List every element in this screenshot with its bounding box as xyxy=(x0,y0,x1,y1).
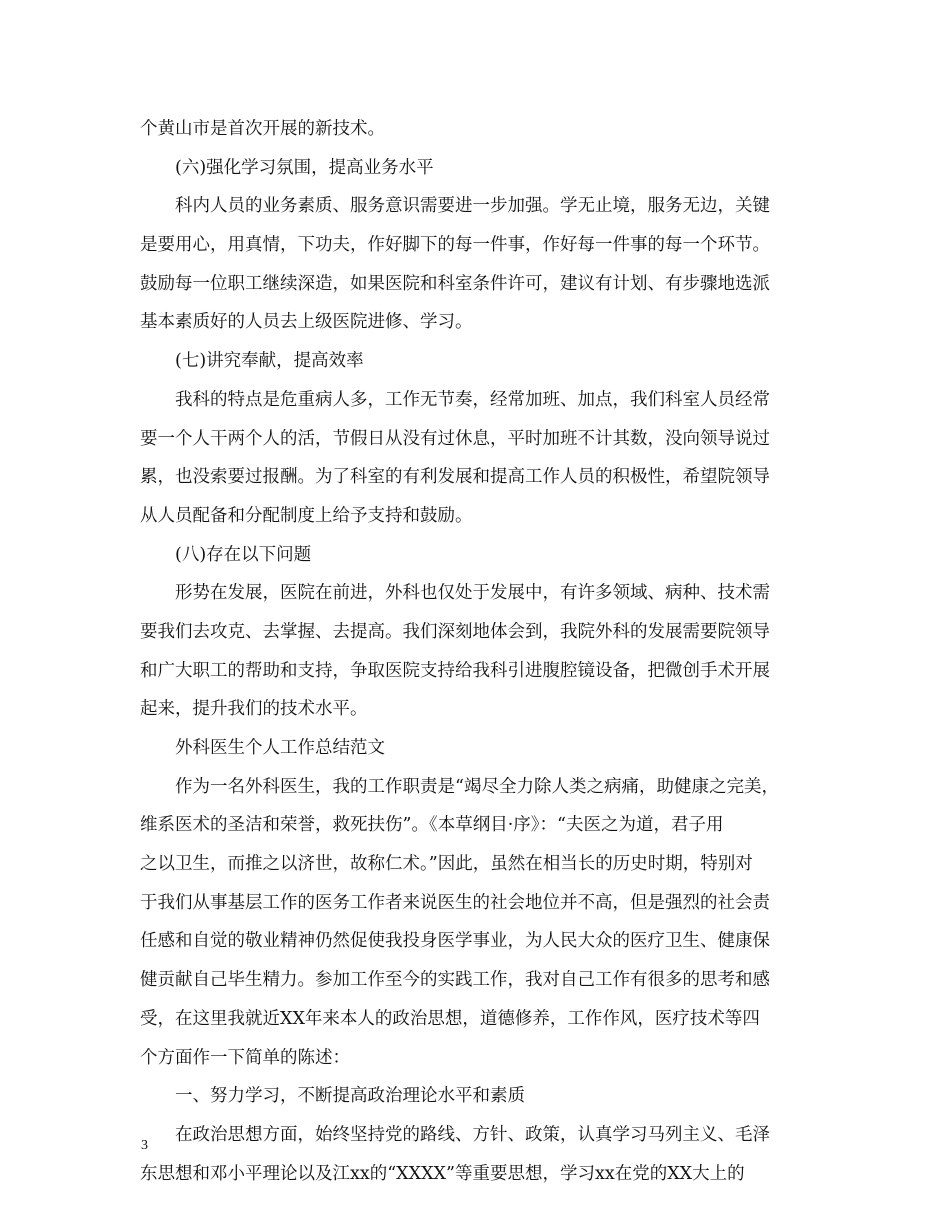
text-line: 东思想和邓小平理论以及江xx的“XXXX”等重要思想，学习xx在党的XX大上的 xyxy=(140,1163,745,1184)
text-line: 任感和自觉的敬业精神仍然促使我投身医学事业，为人民大众的医疗卫生、健康保 xyxy=(140,931,770,952)
body-text xyxy=(140,110,815,1193)
text-line: 健贡献自己毕生精力。参加工作至今的实践工作，我对自己工作有很多的思考和感 xyxy=(140,970,770,991)
text-line: 鼓励每一位职工继续深造，如果医院和科室条件许可，建议有计划、有步骤地选派 xyxy=(140,273,770,294)
text-line: (七)讲究奉献，提高效率 xyxy=(175,351,364,372)
text-line: 从人员配备和分配制度上给予支持和鼓励。 xyxy=(140,505,473,526)
text-line: 受，在这里我就近XX年来本人的政治思想，道德修养，工作作风，医疗技术等四 xyxy=(140,1008,760,1029)
page-number: 3 xyxy=(141,1138,148,1153)
text-line: 要我们去攻克、去掌握、去提高。我们深刻地体会到，我院外科的发展需要院领导 xyxy=(140,621,770,642)
text-line: 是要用心，用真情，下功夫，作好脚下的每一件事，作好每一件事的每一个环节。 xyxy=(140,235,770,256)
text-line: 维系医术的圣洁和荣誉，救死扶伤”。《本草纲目·序》：“夫医之为道，君子用 xyxy=(140,815,724,836)
text-line: 之以卫生，而推之以济世，故称仁术。”因此，虽然在相当长的历史时期，特别对 xyxy=(140,854,753,875)
text-line: 外科医生个人工作总结范文 xyxy=(175,738,385,758)
text-line: 基本素质好的人员去上级医院进修、学习。 xyxy=(140,312,473,333)
text-line: 科内人员的业务素质、服务意识需要进一步加强。学无止境，服务无边，关键 xyxy=(175,196,770,217)
text-line: 个方面作一下简单的陈述： xyxy=(140,1047,350,1068)
text-line: 作为一名外科医生，我的工作职责是“竭尽全力除人类之病痛，助健康之完美， xyxy=(175,776,779,797)
text-line: 和广大职工的帮助和支持，争取医院支持给我科引进腹腔镜设备，把微创手术开展 xyxy=(140,660,770,681)
text-line: 起来，提升我们的技术水平。 xyxy=(140,699,368,720)
text-line: 累，也没索要过报酬。为了科室的有利发展和提高工作人员的积极性，希望院领导 xyxy=(140,467,770,488)
text-line: (六)强化学习氛围，提高业务水平 xyxy=(175,157,434,178)
text-line: 形势在发展，医院在前进，外科也仅处于发展中，有许多领域、病种、技术需 xyxy=(175,583,770,604)
text-line: 在政治思想方面，始终坚持党的路线、方针、政策，认真学习马列主义、毛泽 xyxy=(175,1124,770,1145)
text-line: 要一个人干两个人的活，节假日从没有过休息，平时加班不计其数，没向领导说过 xyxy=(140,428,770,449)
text-line: 我科的特点是危重病人多，工作无节奏，经常加班、加点，我们科室人员经常 xyxy=(175,389,770,410)
text-line: 一、努力学习，不断提高政治理论水平和素质 xyxy=(175,1086,525,1107)
text-line: (八)存在以下问题 xyxy=(175,544,312,565)
text-line: 个黄山市是首次开展的新技术。 xyxy=(140,119,385,139)
text-line: 于我们从事基层工作的医务工作者来说医生的社会地位并不高，但是强烈的社会责 xyxy=(140,892,770,913)
